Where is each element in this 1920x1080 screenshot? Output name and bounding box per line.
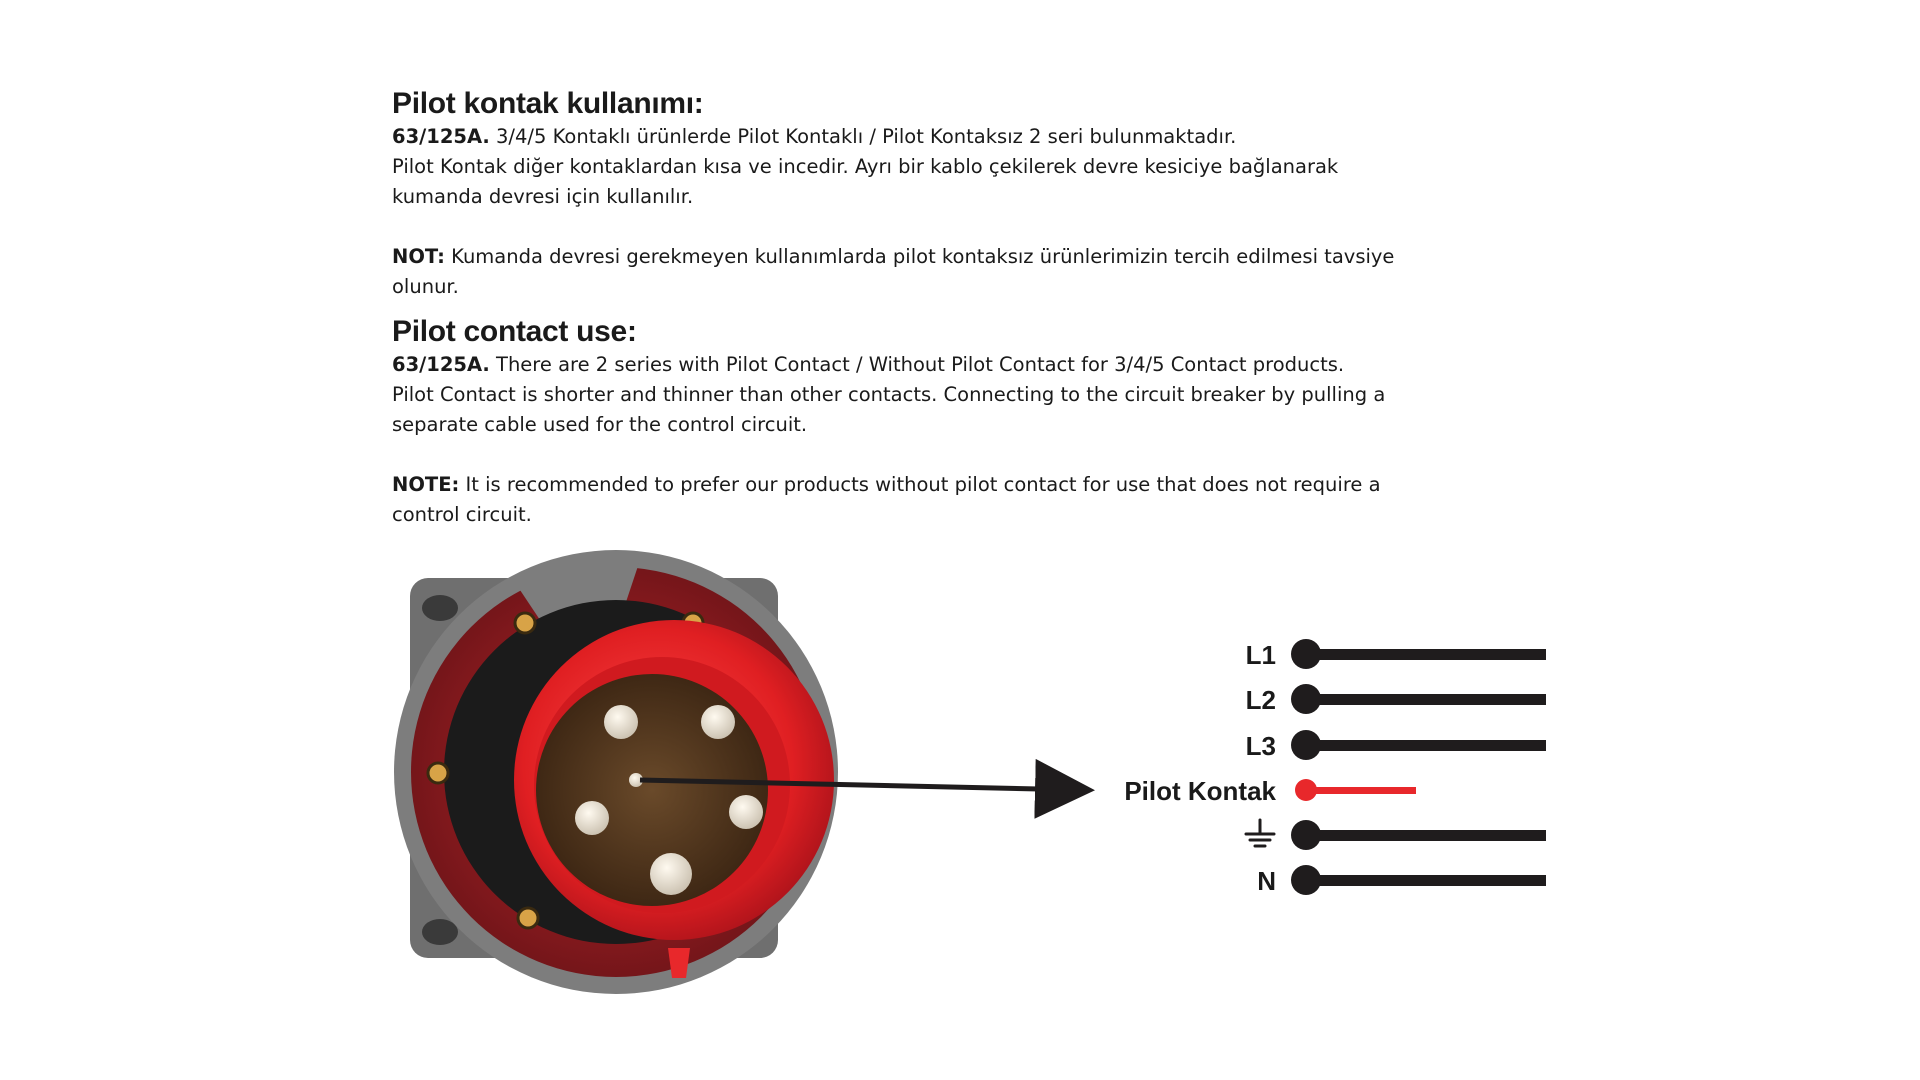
turkish-note-line1: Kumanda devresi gerekmeyen kullanımlarda pilot kontaksız ürünlerimizin tercih edilmesi tavsiye [444,245,1395,268]
mounting-hole-top-left [422,595,458,621]
wire-label-l3: L3 [1245,731,1276,761]
ground-icon [1246,820,1274,846]
screw-icon [518,908,538,928]
wire-label-n: N [1257,866,1276,896]
housing-latch [520,560,640,620]
wire-dot-l1 [1291,639,1321,669]
english-p2-line2: separate cable used for the control circuit. [392,413,808,436]
wire-legend [1291,639,1546,895]
wire-l1 [1306,649,1546,660]
turkish-note [392,242,1472,302]
english-p2-line1: Pilot Contact is shorter and thinner than other contacts. Connecting to the circuit breaker by pulling a [392,383,1386,406]
turkish-paragraph-1 [392,122,1472,152]
plug-key [668,948,690,978]
screw-icon [683,613,703,633]
pin-pilot [629,773,643,787]
wire-pilot [1306,787,1416,794]
turkish-p2-line1: Pilot Kontak diğer kontaklardan kısa ve incedir. Ayrı bir kablo çekilerek devre kesiciye bağlanarak [392,155,1339,178]
wire-n [1306,875,1546,886]
housing-ring [444,600,788,944]
mounting-flange [410,578,778,958]
wire-dot-l3 [1291,730,1321,760]
plug-red-body [514,620,834,940]
turkish-section [392,86,1472,302]
wire-earth [1306,830,1546,841]
turkish-series-text: 3/4/5 Kontaklı ürünlerde Pilot Kontaklı / Pilot Kontaksız 2 seri bulunmaktadır. [489,125,1237,148]
wire-dot-n [1291,865,1321,895]
pin-l1 [604,705,638,739]
plug-illustration [394,550,838,994]
wire-dot-earth [1291,820,1321,850]
pin-l3 [729,795,763,829]
turkish-paragraph-2 [392,152,1472,212]
pilot-arrow [640,780,1085,790]
plug-cavity [536,674,768,906]
screw-icon [515,613,535,633]
pin-earth [650,853,692,895]
english-section [392,314,1472,530]
turkish-note-line2: olunur. [392,275,459,298]
english-note-label: NOTE: [392,473,460,496]
english-series-text: There are 2 series with Pilot Contact / Without Pilot Contact for 3/4/5 Contact products. [489,353,1345,376]
english-paragraph-1 [392,350,1472,380]
english-note-line1: It is recommended to prefer our products without pilot contact for use that does not require a [459,473,1381,496]
english-note [392,470,1472,530]
housing-outer [394,550,838,994]
wire-label-pilot: Pilot Kontak [1124,776,1276,806]
english-paragraph-2 [392,380,1472,440]
pin-l2 [701,705,735,739]
wire-label-l1: L1 [1245,640,1276,670]
english-heading: Pilot contact use: [392,315,637,348]
english-note-line2: control circuit. [392,503,532,526]
mounting-hole-bottom-left [422,919,458,945]
english-rating-label: 63/125A. [392,353,490,376]
housing-inner [411,567,821,977]
plug-red-rim [534,657,790,913]
wire-label-l2: L2 [1245,685,1276,715]
wire-dot-pilot [1295,779,1317,801]
pin-n [575,801,609,835]
screw-icon [428,763,448,783]
wire-dot-l2 [1291,684,1321,714]
turkish-heading: Pilot kontak kullanımı: [392,87,704,120]
turkish-rating-label: 63/125A. [392,125,490,148]
turkish-p2-line2: kumanda devresi için kullanılır. [392,185,694,208]
wire-l3 [1306,740,1546,751]
turkish-note-label: NOT: [392,245,445,268]
wire-l2 [1306,694,1546,705]
